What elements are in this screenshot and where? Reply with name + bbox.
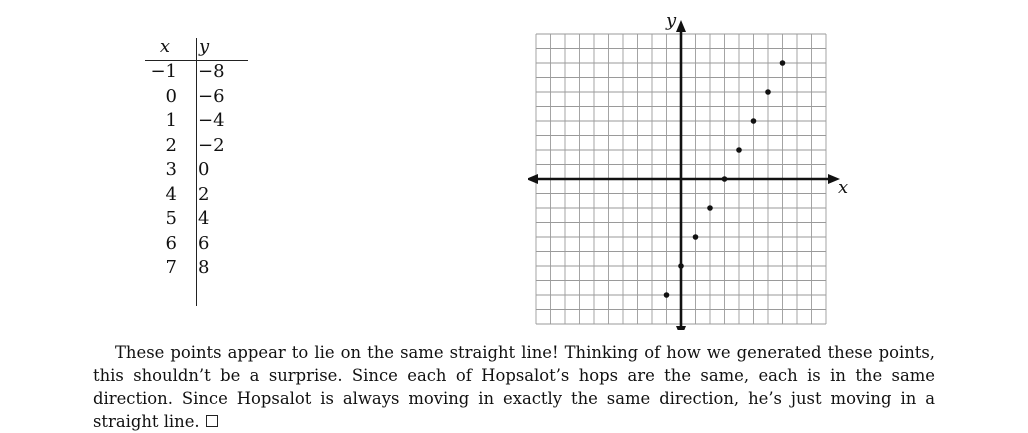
x-cell: 6 [165,232,177,254]
data-point [664,292,670,298]
scatter-plot [528,6,848,330]
y-axis-arrow-up [676,20,686,32]
y-cell: −6 [198,85,225,107]
data-point [765,89,771,95]
explanation-paragraph [93,341,935,433]
x-cell: 5 [165,208,177,229]
y-cell: 4 [198,208,210,229]
data-point [678,263,684,269]
x-column [133,34,181,281]
y-cell: −4 [198,110,225,131]
table-column-rule [196,38,197,306]
x-header: x [159,36,171,57]
x-cell: −1 [150,61,177,82]
x-cell: 3 [165,159,177,180]
y-cell: 6 [198,232,210,254]
end-of-proof-box [206,415,218,427]
data-point [780,60,786,66]
y-cell: 0 [198,159,210,180]
data-point [751,118,757,124]
x-axis-arrow-left [528,174,538,184]
y-axis-label: y [666,10,677,31]
data-point [722,176,728,182]
x-cell: 1 [165,110,177,131]
x-cell: 2 [165,134,177,156]
data-point [736,147,742,153]
y-cell: −8 [198,61,225,82]
x-cell: 0 [165,85,177,107]
y-column [195,34,243,281]
y-cell: −2 [198,134,225,156]
data-point [707,205,713,211]
coordinate-graph [528,6,848,330]
y-axis-arrow-down [676,326,686,330]
paragraph-text: These points appear to lie on the same straight line! Thinking of how we generated these points, this shouldn’t be a surprise. Since each of Hopsalot’s hops are the same, each is in the same direction. Since Hopsalot is always moving in exactly the same direction, he’s just moving in a straight line. [93,343,935,431]
x-cell: 7 [165,257,177,278]
data-point [693,234,699,240]
y-cell: 2 [198,183,210,205]
x-cell: 4 [165,183,177,205]
value-table [133,34,248,306]
y-cell: 8 [198,257,210,278]
y-header: y [199,36,210,57]
axes [528,20,840,330]
x-axis-label: x [838,177,848,198]
